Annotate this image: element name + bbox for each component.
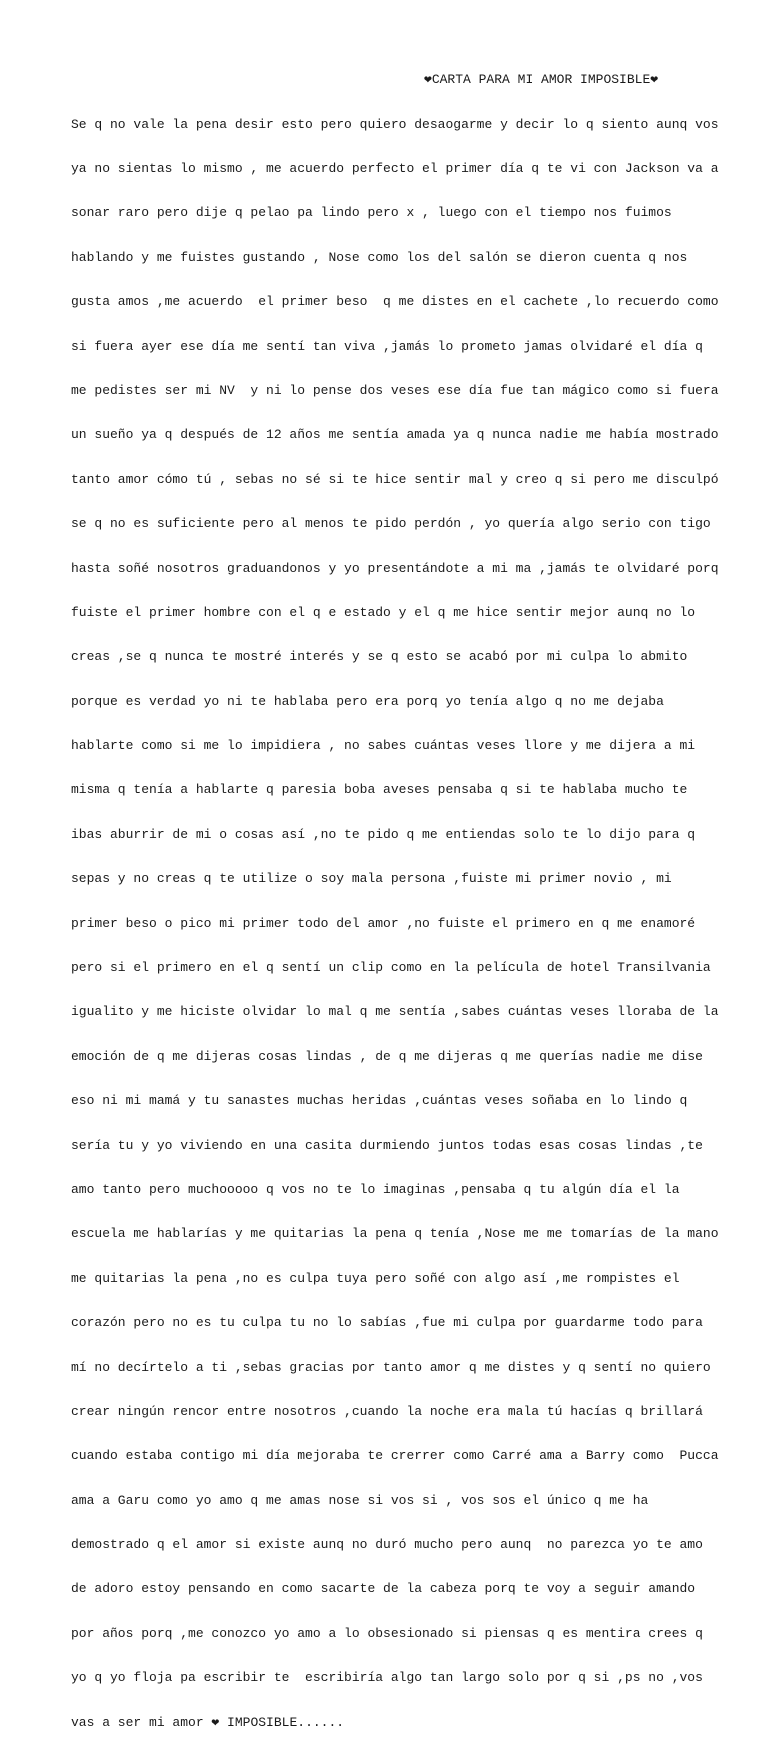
text-line: sepas y no creas q te utilize o soy mala persona ,fuiste mi primer novio , mi bbox=[71, 871, 672, 887]
document-title: ❤CARTA PARA MI AMOR IMPOSIBLE❤ bbox=[424, 72, 659, 87]
text-line: misma q tenía a hablarte q paresia boba aveses pensaba q si te hablaba mucho te bbox=[71, 782, 688, 798]
text-line: tanto amor cómo tú , sebas no sé si te hice sentir mal y creo q si pero me disculpó bbox=[71, 471, 719, 487]
text-line: escuela me hablarías y me quitarias la pena q tenía ,Nose me me tomarías de la mano bbox=[71, 1226, 719, 1242]
text-line: ibas aburrir de mi o cosas así ,no te pido q me entiendas solo te lo dijo para q bbox=[71, 826, 696, 842]
text-line: se q no es suficiente pero al menos te pido perdón , yo quería algo serio con tigo bbox=[71, 516, 711, 532]
text-line: amo tanto pero muchooooo q vos no te lo imaginas ,pensaba q tu algún día el la bbox=[71, 1181, 680, 1197]
text-line: vas a ser mi amor ❤ IMPOSIBLE...... bbox=[71, 1714, 345, 1730]
text-line: sonar raro pero dije q pelao pa lindo pero x , luego con el tiempo nos fuimos bbox=[71, 205, 672, 221]
text-line: si fuera ayer ese día me sentí tan viva ,jamás lo prometo jamas olvidaré el día q bbox=[71, 338, 703, 354]
text-line: eso ni mi mamá y tu sanastes muchas heridas ,cuántas veses soñaba en lo lindo q bbox=[71, 1093, 688, 1109]
text-line: sería tu y yo viviendo en una casita durmiendo juntos todas esas cosas lindas ,te bbox=[71, 1137, 703, 1153]
text-line: hasta soñé nosotros graduandonos y yo presentándote a mi ma ,jamás te olvidaré porq bbox=[71, 560, 719, 576]
text-line: me pedistes ser mi NV y ni lo pense dos veses ese día fue tan mágico como si fuera bbox=[71, 382, 719, 398]
text-line: crear ningún rencor entre nosotros ,cuando la noche era mala tú hacías q brillará bbox=[71, 1403, 703, 1419]
text-line: ya no sientas lo mismo , me acuerdo perfecto el primer día q te vi con Jackson va a bbox=[71, 160, 719, 176]
text-line: pero si el primero en el q sentí un clip como en la película de hotel Transilvania bbox=[71, 960, 711, 976]
text-line: gusta amos ,me acuerdo el primer beso q me distes en el cachete ,lo recuerdo como bbox=[71, 294, 719, 310]
text-line: igualito y me hiciste olvidar lo mal q me sentía ,sabes cuántas veses lloraba de la bbox=[71, 1004, 719, 1020]
text-line: yo q yo floja pa escribir te escribiría algo tan largo solo por q si ,ps no ,vos bbox=[71, 1670, 703, 1686]
text-line: corazón pero no es tu culpa tu no lo sabías ,fue mi culpa por guardarme todo para bbox=[71, 1315, 703, 1331]
text-line: hablarte como si me lo impidiera , no sabes cuántas veses llore y me dijera a mi bbox=[71, 738, 696, 754]
text-line: ama a Garu como yo amo q me amas nose si vos si , vos sos el único q me ha bbox=[71, 1492, 649, 1508]
text-line: hablando y me fuistes gustando , Nose como los del salón se dieron cuenta q nos bbox=[71, 249, 688, 265]
text-line: porque es verdad yo ni te hablaba pero era porq yo tenía algo q no me dejaba bbox=[71, 693, 664, 709]
text-line: me quitarias la pena ,no es culpa tuya pero soñé con algo así ,me rompistes el bbox=[71, 1270, 680, 1286]
text-line: un sueño ya q después de 12 años me sentía amada ya q nunca nadie me había mostrado bbox=[71, 427, 719, 443]
text-line: primer beso o pico mi primer todo del amor ,no fuiste el primero en q me enamoré bbox=[71, 915, 696, 931]
letter-body bbox=[71, 88, 719, 1760]
text-line: por años porq ,me conozco yo amo a lo obsesionado si piensas q es mentira crees q bbox=[71, 1625, 703, 1641]
text-line: demostrado q el amor si existe aunq no duró mucho pero aunq no parezca yo te amo bbox=[71, 1537, 703, 1553]
text-line: emoción de q me dijeras cosas lindas , de q me dijeras q me querías nadie me dise bbox=[71, 1048, 703, 1064]
text-line: fuiste el primer hombre con el q e estado y el q me hice sentir mejor aunq no lo bbox=[71, 604, 696, 620]
text-line: cuando estaba contigo mi día mejoraba te crerrer como Carré ama a Barry como Pucca bbox=[71, 1448, 719, 1464]
text-line: Se q no vale la pena desir esto pero quiero desaogarme y decir lo q siento aunq vos bbox=[71, 116, 719, 132]
text-line: de adoro estoy pensando en como sacarte de la cabeza porq te voy a seguir amando bbox=[71, 1581, 696, 1597]
text-line: creas ,se q nunca te mostré interés y se q esto se acabó por mi culpa lo abmito bbox=[71, 649, 688, 665]
text-line: mí no decírtelo a ti ,sebas gracias por tanto amor q me distes y q sentí no quiero bbox=[71, 1359, 711, 1375]
